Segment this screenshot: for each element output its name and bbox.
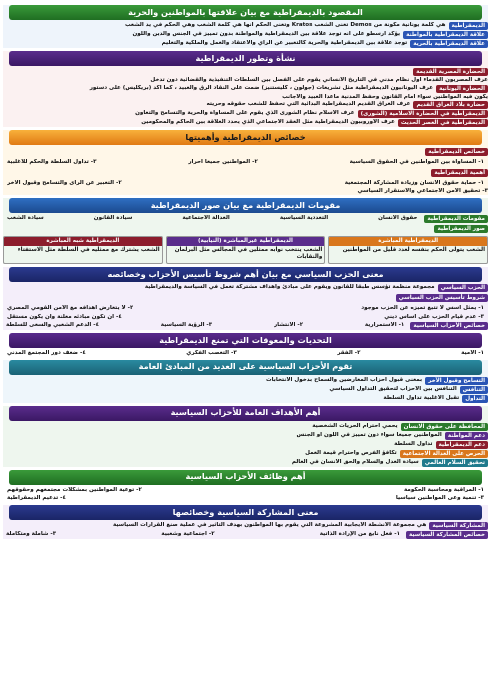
list-item: ٣- تحقيق الأمن الاجتماعي والاستقرار السياسي [357,188,488,195]
list-item: ١- فعل نابع من الإرادة الذاتية [319,530,401,537]
goal-row [3,441,488,449]
conditions-tag: شروط تأسيس الحزب السياسي [396,294,488,302]
section-pillars [3,198,488,264]
row-tag: دعم الديمقراطية [436,441,489,449]
party-tag: الحزب السياسي [438,284,488,292]
section-title: أهم الأهداف العامة للأحزاب السياسية [9,406,482,421]
list-item: سيادة الشعب [7,214,44,221]
row-text: التنافس بين الأحزاب لتحقيق التداول السياسي [329,385,457,392]
row-tag: حضارة بلاد العراق القديم [413,101,488,109]
principle-row [3,377,488,385]
goal-row [3,423,488,431]
row-tag: الديمقراطية في الحضارة الاسلامية (الشورى) [358,110,488,118]
section-title: المقصود بالديمقراطية مع بيان علاقتها بالمواطنين والحرية [9,5,482,20]
list-item: سيادة القانون [93,214,133,221]
section-title: معنى الحزب السياسي مع بيان أهم شروط تأسيس الأحزاب وخصائصه [9,267,482,282]
participation-features [3,531,488,539]
row-text: مجموعة منظمة تؤسس طبقاً للقانون ويقوم على مبادئ وأهداف مشتركة تعمل في السياسة والديمقراطية [144,283,435,290]
list-item: ١- حماية حقوق الانسان وزيادة المشاركة المجتمعية [344,179,484,186]
section-principles [3,360,488,403]
section-title: تقوم الأحزاب السياسية على العديد من المبادئ العامة [9,360,482,375]
list-item: ١- يمثل أسس لا تتبع تميزه عن الحزب موجود [361,304,484,311]
row-text: هي كلمة يونانية مكونة من Demos تعنى الشعب Kratos وتعنى الحكم أنها هي كلمة الشعب وهي الحكم في يد الشعب [124,22,446,28]
list-item: ٣- عدم قيام الحزب على أساس ديني [384,313,484,320]
features-tag: خصائص المشاركة السياسية [406,531,488,539]
list-item: ٢- توعية المواطنين بمشكلات مجتمعهم وحقوقهم [7,486,142,493]
row-greece [3,85,488,93]
forms-grid [3,236,488,264]
row-text: سيادة العدل والسلام والحق الانسان في العالم [291,458,419,465]
list-item: ٢- الفقر [337,350,361,357]
row-text: عرف المصريون القدماء أول نظام مدني في التاريخ الانساني يقوم على الفصل بين السلطات التنفيذية والقضائية دون تدخل [150,77,488,83]
section-title: خصائص الديمقراطية وأهميتها [9,130,482,145]
list-item: حقوق الانسان [378,214,418,221]
row-tag: الحضارة المصرية القديمة [413,68,488,76]
section-characteristics [3,130,488,195]
forms-tag: صور الديمقراطية [434,225,488,233]
form-body: الشعب يشترك مع ممثليه في السلطة مثل الاستفتاء [17,246,160,253]
section-functions [3,470,488,502]
list-item: ٢- اجتماعية وشعبية [161,530,215,537]
row-tag: دعم المواطنة [445,432,488,440]
row-tag: تحقيق السلام العالمي [422,459,488,467]
conditions-list-2 [7,314,484,321]
row-tag: التسامح وقبول الآخر [425,377,488,385]
list-item: العدالة الاجتماعية [182,214,230,221]
form-body: الشعب ينتخب نوابه ممثلين في المجالس مثل البرلمان والنقابات [174,246,323,260]
form-head: الديمقراطية المباشرة [329,237,487,246]
row-text: عرف الأوروبيون الديمقراطية مثل العقد الاجتماعي الذي يحدد العلاقة بين الحاكم والمحكومين [141,119,395,126]
row-text-cont: يكون فيه المواطنين سواء أمام القانون وحفظ المدنية ماعدا العبيد والأجانب [282,93,488,100]
features-list [6,531,400,538]
importance-tag: أهمية الديمقراطية [431,169,488,177]
row-modern [3,119,488,127]
row-tag: المحافظة على حقوق الانسان [401,423,488,431]
list-item: ٤- ضعف دور المجتمع المدني [7,350,86,357]
characteristics-tag: خصائص الديمقراطية [425,148,488,156]
list-item: ٣- شاملة ومتكاملة [6,530,57,537]
pillars-list [7,215,417,222]
participation-tag: المشاركة السياسية [429,522,488,530]
section-title: نشأة وتطور الديمقراطية [9,51,482,66]
list-item: ٢- الانتشار [273,322,304,329]
list-item: ١- الأمية [461,350,484,357]
features-list [6,322,404,329]
row-text: يؤكد أرسطو على أنه توجد علاقة بين الديمقراطية والمواطنة بدون تمييز في الجنس والدين واللون [132,31,401,37]
section-participation [3,505,488,539]
section-goals [3,406,488,467]
pillars-row [3,215,488,223]
features-tag: خصائص الأحزاب السياسية [410,322,488,330]
list-item: ٢- لا يتعارض أهدافه مع الأمن القومي المصري [7,304,134,311]
form-direct [328,236,488,264]
row-islam [3,110,488,118]
party-features [3,322,488,330]
row-text: بمعنى قبول أحزاب المعارضين والسماح بدخول الانتخابات [266,376,423,383]
functions-list [7,487,484,494]
row-tag: الديمقراطية في العصر الحديث [398,119,488,127]
form-body: الشعب يتولى الحكم بنفسه لعدد قليل من المواطنين [342,246,485,253]
principle-row [3,395,488,403]
list-item: ٣- الرؤية السياسية [160,322,213,329]
list-item: ١- المساواة بين المواطنين في الحقوق السياسية [349,159,484,166]
list-item: ٢- التعبير عن الرأى والتسامح وقبول الآخر [7,179,122,186]
row-tag: الحضارة اليونانية [436,85,488,93]
list-item: ١- المراقبة ومحاسبة الحكومة [403,486,484,493]
row-tag: الديمقراطية [449,22,488,30]
section-democracy-meaning [3,5,488,48]
row-text: هي مجموعة الأنشطة الايجابية المشروعة التي يقوم بها المواطنون بهدف التأثير في عملية صنع القرارات السياسية [112,521,427,528]
row-tag: التنافس [460,386,488,394]
row-text: يحمي أحترام الحريات الشخصية [312,422,398,429]
participation-definition [3,522,488,530]
goal-row [3,459,488,467]
conditions-list [7,305,484,312]
row-text: توجد علاقة بين الديمقراطية والحرية كالتعبير عن الرأي والاعتقاد والعمل والملكية والتعليم [161,40,408,46]
section-title: التحديات والمعوقات التي تمنع الديمقراطية [9,333,482,348]
pillars-tag: مقومات الديمقراطية [424,215,488,223]
list-item: التعددية السياسية [279,214,329,221]
party-definition [3,284,488,292]
form-head: الديمقراطية شبه المباشرة [4,237,162,246]
section-challenges [3,333,488,357]
row-definition [3,22,488,30]
section-party [3,267,488,330]
section-title: مقومات الديمقراطية مع بيان صور الديمقراطية [9,198,482,213]
row-freedom [3,40,488,48]
row-text: عرف العراق القديم الديمقراطية البدائية التي تحفظ للشعب حقوقه وحريته [206,101,411,108]
section-title: أهم وظائف الأحزاب السياسية [9,470,482,485]
list-item: ٣- تنمية وعى المواطنين سياسياً [395,495,484,502]
section-origin [3,51,488,127]
form-head: الديمقراطية غيرالمباشرة (النيابية) [167,237,325,246]
list-item: ٤- الدعم الشعبي والسعى للسلطة [6,322,100,329]
list-item: ١- الاستمرارية [364,322,405,329]
row-tag: التداول [462,395,488,403]
importance-list [7,180,484,187]
row-text: تكافؤ الفرص وأحترام قيمة العمل [305,449,397,456]
principle-row [3,386,488,394]
characteristics-list [7,159,484,166]
list-item: ٢- المواطنين جميعاً أحرار [188,159,258,166]
row-egypt [3,68,488,76]
challenges-list [7,350,484,357]
row-citizenship [3,31,488,39]
list-item: ٣- التعصب الفكري [186,350,237,357]
row-text: تداول السلطة [394,440,433,447]
goal-row [3,450,488,458]
row-tag: علاقة الديمقراطية بالحرية [410,40,488,48]
row-text: عرف اليونانيون الديمقراطية مثل تشريعات (جولون ، كليستنيز) ضمت على النقاد الرق والعبيد ، كما أكد (بريكليس) على دستور [89,84,434,91]
form-indirect [166,236,326,264]
list-item: ٣- تداول السلطة والحكم للأغلبية [7,159,97,166]
row-text: عرف الاسلام نظام الشورى الذي يقوم على المساواة والحرية والتسامح والتعاون [135,110,355,117]
row-tag: الحرص على العدالة الاجتماعية [400,450,488,458]
list-item: ٤- أن تكون مبادئه معلنة وأن يكون مستقل [7,313,122,320]
list-item: ٤- تدعيم الديمقراطية [7,495,66,502]
row-text: تقبل الأغلبية تداول السلطة [383,394,460,401]
row-tag: علاقة الديمقراطية بالمواطنة [403,31,488,39]
form-semi [3,236,163,264]
row-iraq [3,101,488,109]
goal-row [3,432,488,440]
section-title: معنى المشاركة السياسية وخصائصها [9,505,482,520]
row-text: المواطنين جميعاً سواء دون تمييز في اللون أو الجنس [296,431,442,438]
functions-list-2 [7,495,484,502]
